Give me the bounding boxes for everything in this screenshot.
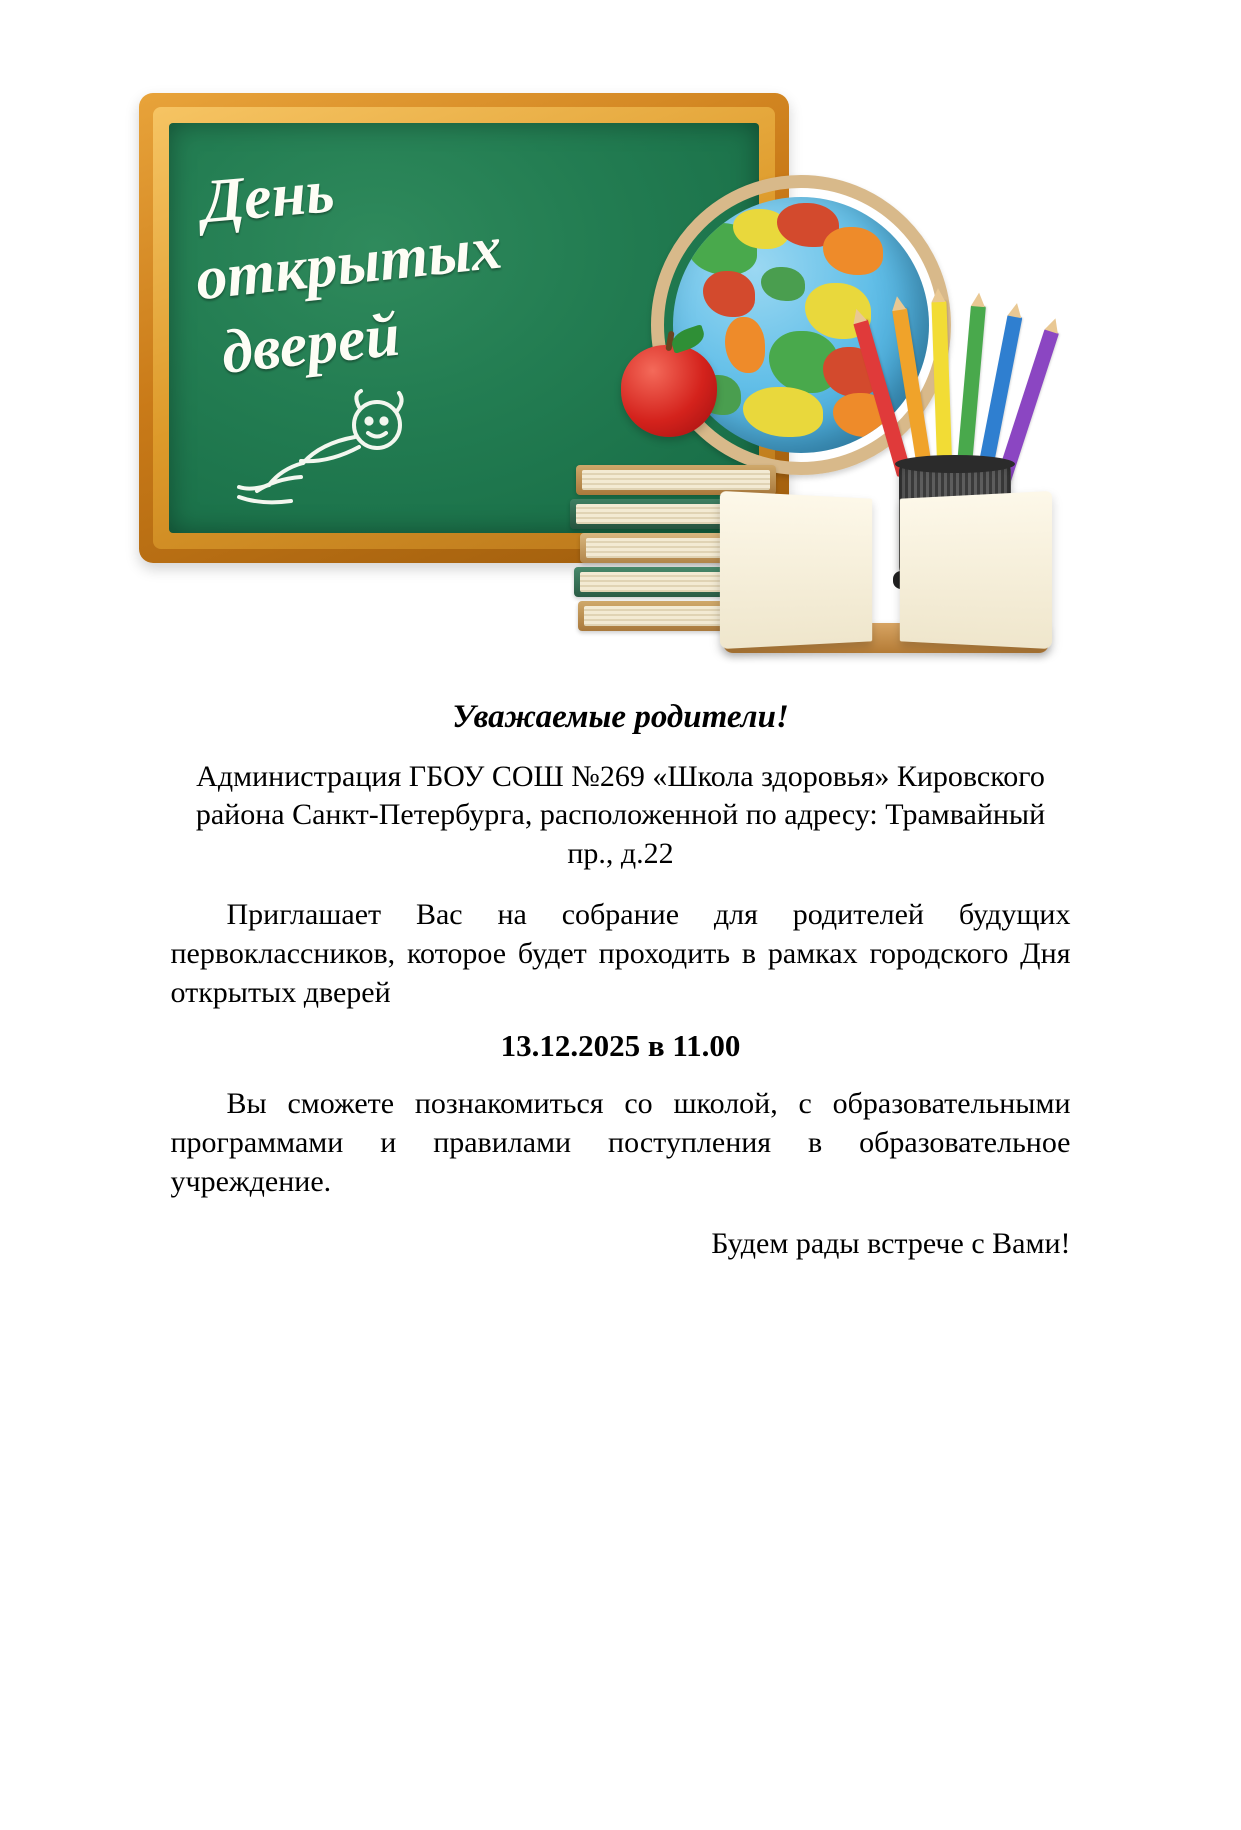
cup-rim <box>895 455 1015 473</box>
chalk-line-2: открытых <box>192 213 505 314</box>
poster-page <box>0 75 1241 1830</box>
details-paragraph: Вы сможете познакомиться со школой, с образовательными программами и правилами поступления в образовательное учреждение. <box>170 1087 1071 1199</box>
page-title: Уважаемые родители! <box>452 699 789 735</box>
announcement-text <box>171 699 1071 1261</box>
chalk-line-1: День <box>198 157 337 237</box>
organization-paragraph: Администрация ГБОУ СОШ №269 «Школа здоровья» Кировского района Санкт-Петербурга, расположенной по адресу: Трамвайный пр., д.22 <box>195 760 1046 870</box>
closing-line: Будем рады встрече с Вами! <box>711 1227 1071 1261</box>
school-illustration <box>121 75 1121 675</box>
apple <box>621 345 717 437</box>
invitation-paragraph: Приглашает Вас на собрание для родителей будущих первоклассников, которое будет проходить в рамках городского Дня открытых дверей <box>170 898 1071 1010</box>
open-book-left-page <box>719 491 871 649</box>
chalkboard-title <box>192 153 625 388</box>
open-book-right-page <box>899 491 1051 649</box>
chalk-line-3: дверей <box>217 301 403 388</box>
chalk-doodle-icon <box>209 385 439 515</box>
open-book <box>721 495 1051 675</box>
event-datetime: 13.12.2025 в 11.00 <box>500 1028 741 1064</box>
